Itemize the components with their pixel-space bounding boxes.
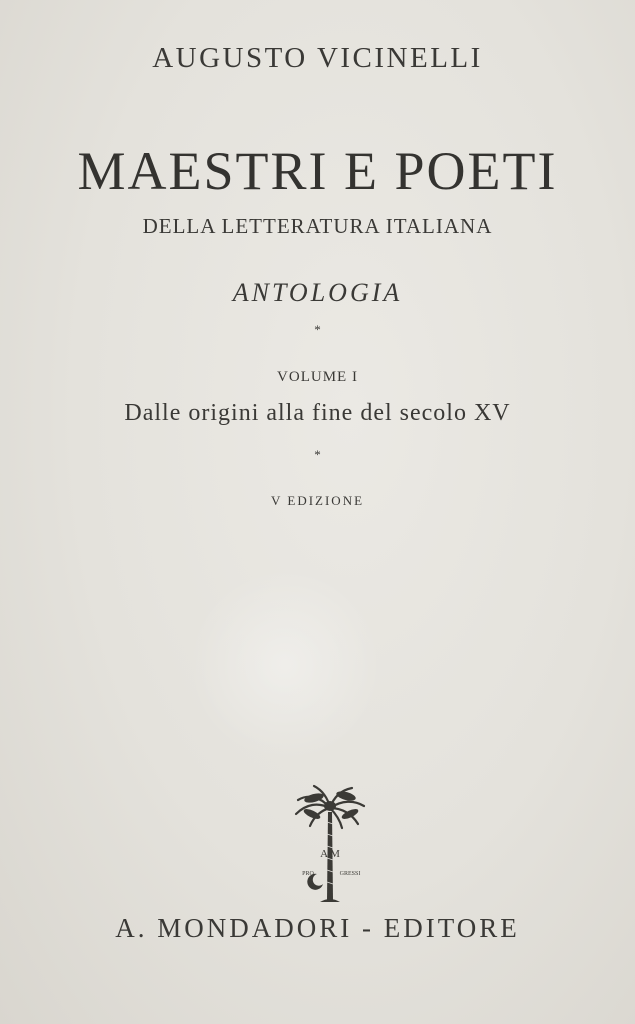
publisher-name: A. MONDADORI - EDITORE: [115, 913, 520, 943]
book-title: MAESTRI E POETI: [77, 141, 558, 201]
ornament-star: *: [314, 322, 321, 337]
volume-period: Dalle origini alla fine del secolo XV: [124, 400, 511, 426]
edition-label: V EDIZIONE: [270, 493, 365, 508]
palm-tree-icon: [290, 782, 370, 912]
book-genre: ANTOLOGIA: [232, 278, 403, 307]
logo-motto-left: PRO: [302, 871, 314, 877]
logo-initials: A M: [320, 848, 340, 860]
paper-stain: [185, 570, 385, 760]
book-subtitle: DELLA LETTERATURA ITALIANA: [142, 214, 493, 238]
logo-motto-right: GRESSI: [339, 871, 361, 877]
author-name: AUGUSTO VICINELLI: [152, 42, 483, 74]
volume-number: VOLUME I: [277, 369, 358, 385]
ornament-star: *: [314, 447, 321, 462]
